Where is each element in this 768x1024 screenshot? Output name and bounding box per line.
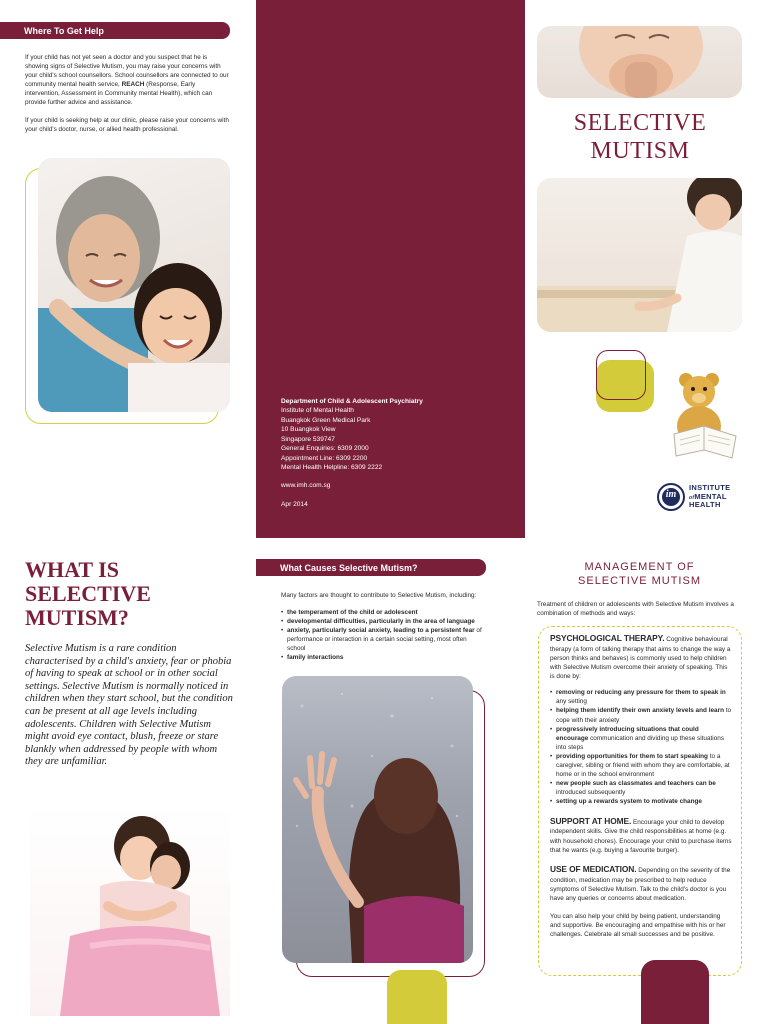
two-girls-hugging-photo [30, 806, 230, 1016]
psych-rest: introduced subsequently [556, 789, 626, 797]
reach-bold-text: REACH [121, 81, 145, 89]
support-heading: SUPPORT AT HOME. [550, 815, 632, 826]
title-line: MUTISM? [25, 605, 129, 631]
cause-lead: family interactions [287, 654, 344, 662]
list-item [550, 706, 732, 724]
heading-text: What Causes Selective Mutism? [280, 563, 418, 573]
closing-paragraph: You can also help your child by being patient, understanding and supportive. Be encouraging and empathise with his or her challenges. Celebrate all small successes and be positive. [550, 912, 726, 939]
psych-lead: removing or reducing any pressure for them to speak in [556, 689, 726, 697]
help-paragraph-2: If your child is seeking help at our clinic, please raise your concerns with your child's doctor, nurse, or allied health professional. [25, 117, 229, 134]
what-is-title [25, 558, 235, 631]
support-text: Encourage your child to develop independent skills. Give the child responsibilities at home (e.g. with household chores). Encourage your child to purchase items that he wants (e.g. buying a favourite burger). [550, 818, 732, 854]
help-text: If your child has not yet seen a doctor and you suspect that he is showing signs of Selective Mutism, you may raise your concerns with your child's school counsellors. School counsellors are connected to our community mental health service, [25, 54, 229, 89]
list-item [550, 725, 732, 752]
psych-lead: progressively introducing situations that could encourage [556, 725, 699, 742]
help-paragraph-1 [25, 53, 230, 108]
teddy-bear-image [664, 370, 744, 462]
two-girls-illustration [30, 806, 230, 1016]
psych-lead: new people such as classmates and teachers can be [556, 780, 716, 788]
psych-paragraph [550, 633, 732, 681]
phone-line: Appointment Line: 6309 2200 [281, 454, 368, 462]
child-looking-down-photo [537, 178, 742, 332]
management-title [537, 560, 742, 589]
list-item [281, 608, 486, 617]
decorative-maroon-outline [596, 350, 646, 400]
where-to-get-help-heading [0, 22, 230, 39]
teddy-bear-icon [664, 370, 744, 462]
department-name: Department of Child & Adolescent Psychiatry [281, 398, 423, 405]
address-line: Singapore 539747 [281, 435, 335, 443]
phone-line: General Enquiries: 6309 2000 [281, 445, 369, 453]
list-item [550, 779, 732, 797]
psych-lead: providing opportunities for them to start speaking [556, 752, 708, 760]
support-paragraph [550, 816, 732, 855]
what-is-body: Selective Mutism is a rare condition characterised by a child's anxiety, fear or phobia of having to speak at school or in other social settings. Selective Mutism is normally noticed in children when they start school, but the condition can be present at all age levels including adolescents. Children with Selective Mutism might avoid eye contact, blush, freeze or stare blankly when addressed by people with whom they are unfamiliar. [25, 643, 233, 768]
cause-rest: of performance or interaction in a certain social setting, most often school [287, 627, 482, 653]
management-intro: Treatment of children or adolescents with Selective Mutism involves a combination of methods and ways: [537, 601, 734, 618]
what-causes-heading [256, 559, 486, 576]
help-text: (Response, Early intervention, Assessment in Community mental Health), which can provide further advice and assistance. [25, 81, 213, 107]
imh-logo-wordmark [689, 484, 730, 510]
psych-rest: to cope with their anxiety [556, 707, 732, 724]
list-item [281, 626, 486, 653]
address-line: Buangkok Green Medical Park [281, 416, 371, 424]
grandmother-child-illustration [38, 158, 230, 412]
psych-lead: setting up a rewards system to motivate change [556, 798, 702, 806]
child-covering-mouth-photo [537, 26, 742, 98]
cause-lead: the temperament of the child or adolescent [287, 609, 418, 616]
medication-text: Depending on the severity of the condition, medication may be prescribed to help reduce symptoms of Selective Mutism. Talk to the child's doctor is you have any queries or concerns about medication. [550, 866, 731, 902]
management-content [550, 633, 732, 939]
cover-title-line: SELECTIVE [573, 110, 707, 136]
logo-word: INSTITUTE [689, 483, 731, 492]
title-line: WHAT IS [25, 557, 119, 582]
psych-list [550, 688, 732, 806]
psych-rest: any setting [556, 698, 587, 706]
psych-lead: helping them identify their own anxiety levels and learn [556, 707, 724, 715]
psych-text: Cognitive behavioural therapy (a form of talking therapy that aims to change the way a person thinks and behaves) is commonly used to help children with Selective Mutism overcome their anxiety of speaking. This is done by: [550, 636, 731, 681]
girl-at-window-illustration [282, 676, 473, 963]
logo-word: MENTAL [694, 491, 727, 501]
cause-lead: anxiety, particularly social anxiety, leading to a persistent fear [287, 627, 475, 635]
child-looking-down-illustration [537, 178, 742, 332]
psych-rest: to a caregiver, sibling or friend with whom they are comfortable, at home or in the school environment [556, 752, 730, 779]
phone-line: Mental Health Helpline: 6309 2222 [281, 463, 383, 471]
list-item [281, 653, 486, 662]
title-line: SELECTIVE MUTISM [578, 575, 701, 588]
girl-at-window-photo [282, 676, 473, 963]
list-item [550, 688, 732, 706]
heading-text: Where To Get Help [24, 26, 104, 36]
address-line: 10 Buangkok View [281, 426, 336, 434]
causes-list [281, 608, 486, 663]
decorative-olive-square [387, 970, 447, 1024]
contact-block [281, 397, 511, 509]
title-line: SELECTIVE [25, 581, 151, 607]
grandmother-child-photo [38, 158, 230, 412]
logo-word: of [689, 494, 695, 501]
cause-lead: developmental difficulties, particularly in the area of language [287, 618, 475, 626]
list-item [281, 617, 486, 626]
medication-heading: USE OF MEDICATION. [550, 863, 637, 874]
decorative-maroon-square [641, 960, 709, 1024]
address-line: Institute of Mental Health [281, 407, 354, 415]
cover-title-line: MUTISM [590, 137, 690, 164]
psych-heading: PSYCHOLOGICAL THERAPY. [550, 633, 665, 643]
title-line: MANAGEMENT OF [584, 561, 695, 573]
list-item [550, 797, 732, 806]
cover-title [540, 110, 740, 165]
causes-intro: Many factors are thought to contribute to Selective Mutism, including: [281, 592, 477, 599]
medication-paragraph [550, 864, 732, 903]
imh-logo-mark: im [665, 489, 677, 500]
list-item [550, 752, 732, 779]
logo-word: HEALTH [689, 500, 721, 510]
child-face-illustration [537, 26, 742, 98]
publication-date: Apr 2014 [281, 500, 308, 508]
website-link[interactable]: www.imh.com.sg [281, 482, 331, 490]
imh-logo [656, 481, 748, 513]
psych-rest: communication and dividing up these situations into steps [556, 734, 725, 751]
